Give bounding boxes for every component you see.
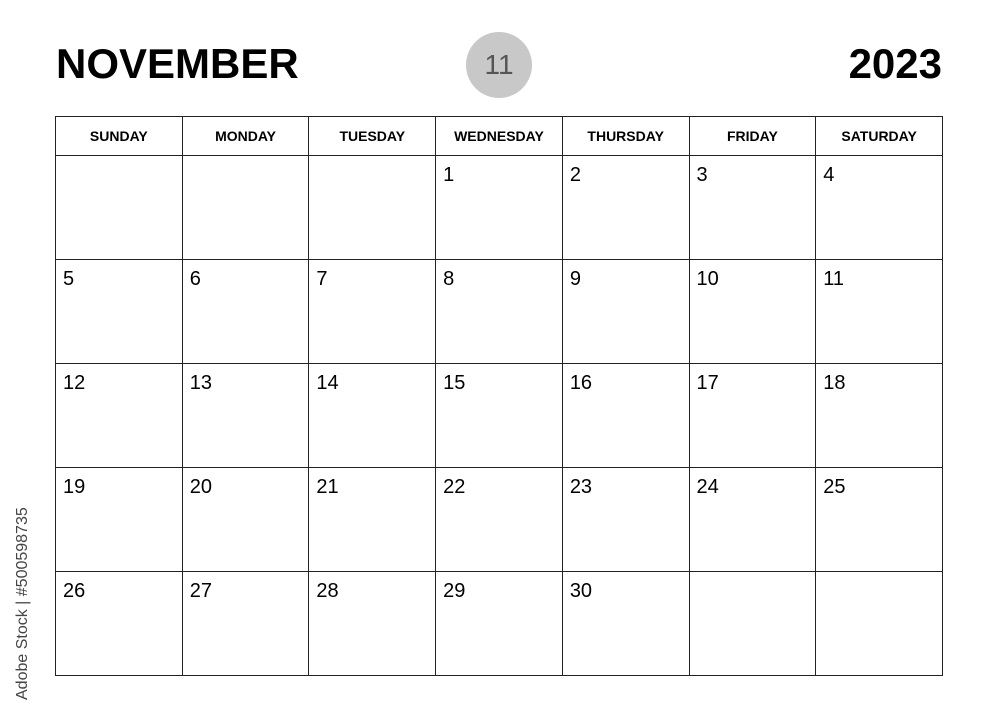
weekday-saturday: SATURDAY [816,117,943,156]
month-title: NOVEMBER [56,40,299,87]
day-cell [562,572,689,676]
day-number: 10 [696,268,719,290]
day-cell [56,260,183,364]
day-number: 19 [63,476,86,498]
day-number: 5 [63,268,75,290]
day-cell [436,156,563,260]
weekday-wednesday: WEDNESDAY [436,117,563,156]
day-number: 7 [316,268,328,290]
stock-caption: Adobe Stock | #500598735 [14,507,31,700]
week-row [56,364,943,468]
day-cell [689,572,816,676]
weekday-thursday: THURSDAY [562,117,689,156]
day-cell [56,572,183,676]
day-number: 6 [189,268,201,290]
weekday-header-row [56,117,943,156]
day-number [183,156,309,164]
day-number: 30 [569,580,593,602]
day-number: 20 [189,476,212,498]
day-cell [436,364,563,468]
day-number: 28 [316,580,339,602]
day-cell [309,260,436,364]
week-row [56,260,943,364]
day-number: 21 [316,476,339,498]
day-number: 26 [63,580,86,602]
day-number [309,156,435,164]
day-cell [182,364,309,468]
day-cell [182,572,309,676]
day-cell [309,364,436,468]
day-number: 25 [823,476,846,498]
day-number: 8 [443,268,455,290]
day-number: 1 [443,164,455,186]
day-number: 14 [316,372,339,394]
week-row [56,572,943,676]
day-number: 9 [569,268,581,290]
day-number [690,572,816,580]
day-cell [689,468,816,572]
week-row [56,468,943,572]
day-cell [182,156,309,260]
day-number: 16 [569,372,593,394]
day-cell [436,572,563,676]
day-number: 15 [443,372,466,394]
year-title: 2023 [848,40,942,87]
day-number: 29 [443,580,466,602]
day-cell [182,468,309,572]
day-number: 27 [189,580,212,602]
day-cell [816,572,943,676]
day-number: 22 [443,476,466,498]
day-cell [56,364,183,468]
day-cell [309,572,436,676]
weekday-friday: FRIDAY [689,117,816,156]
day-number: 2 [569,164,581,186]
day-cell [56,468,183,572]
day-cell [562,260,689,364]
weekday-tuesday: TUESDAY [309,117,436,156]
calendar-grid [55,116,943,676]
month-number-badge: 11 [466,32,532,98]
day-cell [689,364,816,468]
day-cell [182,260,309,364]
day-number [816,572,942,580]
day-cell [309,468,436,572]
day-cell [816,156,943,260]
day-cell [689,260,816,364]
day-number: 18 [823,372,846,394]
day-number: 13 [189,372,212,394]
day-number: 17 [696,372,719,394]
day-cell [816,468,943,572]
week-row [56,156,943,260]
day-cell [436,260,563,364]
day-cell [436,468,563,572]
day-cell [689,156,816,260]
day-number: 12 [63,372,86,394]
day-number: 3 [696,164,708,186]
day-number: 11 [823,268,844,290]
day-number: 4 [823,164,835,186]
weekday-sunday: SUNDAY [56,117,183,156]
day-cell [562,156,689,260]
day-number: 23 [569,476,593,498]
day-cell [816,364,943,468]
weekday-monday: MONDAY [182,117,309,156]
day-number [56,156,182,164]
day-cell [309,156,436,260]
day-cell [56,156,183,260]
day-number: 24 [696,476,719,498]
day-cell [816,260,943,364]
day-cell [562,364,689,468]
day-cell [562,468,689,572]
